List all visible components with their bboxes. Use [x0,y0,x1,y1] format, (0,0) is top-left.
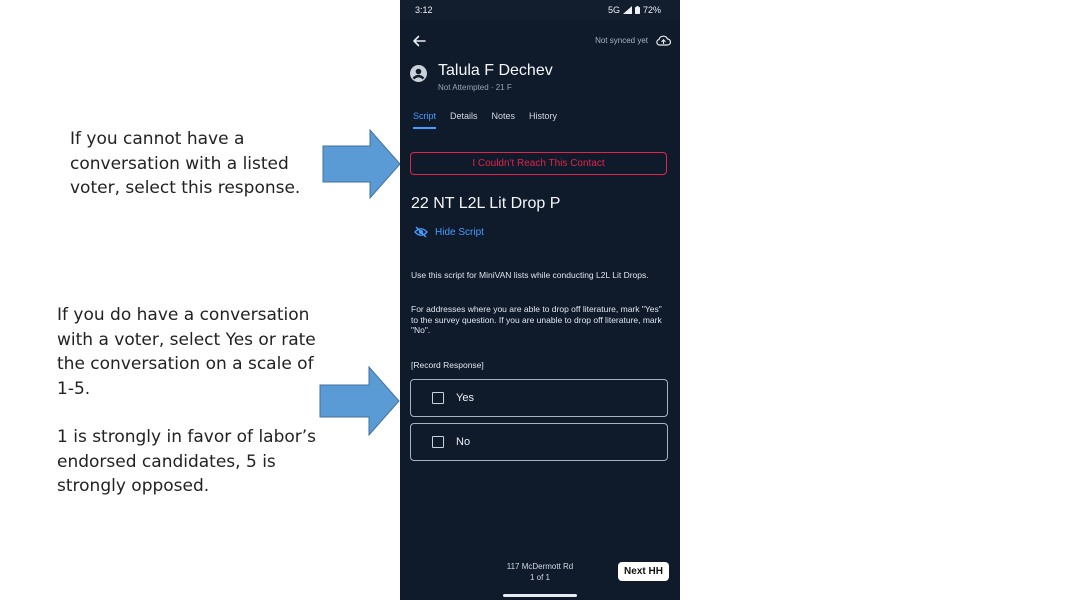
contact-name: Talula F Dechev [438,62,553,79]
pointer-arrow-icon [319,366,401,436]
annotation-conversation [57,303,319,499]
annotation-cant-reach [70,127,310,201]
network-label: 5G [607,5,620,15]
status-bar [400,0,680,20]
script-text-intro: Use this script for MiniVAN lists while conducting L2L Lit Drops. [411,270,649,280]
sync-status-text: Not synced yet [595,36,648,45]
option-label: Yes [456,392,474,404]
tab-history[interactable]: History [529,111,558,121]
cloud-upload-icon[interactable] [656,35,671,46]
script-text-instructions: For addresses where you are able to drop off literature, mark "Yes" to the survey question. If you are unable to drop off literature, mark "No". [411,304,662,335]
tab-bar [413,111,571,129]
annotation-text: If you cannot have a conversation with a listed voter, select this response. [70,129,301,198]
tab-notes[interactable]: Notes [491,111,516,121]
eye-off-icon [414,226,428,238]
person-avatar-icon [410,65,427,82]
checkbox[interactable] [432,392,444,404]
couldnt-reach-button[interactable]: I Couldn't Reach This Contact [410,152,667,175]
script-title: 22 NT L2L Lit Drop P [411,195,561,212]
response-option-no[interactable] [410,423,668,461]
battery-icon [635,6,640,14]
pointer-arrow-icon [322,129,402,199]
annotation-text: 1 is strongly in favor of labor’s endorsed candidates, 5 is strongly opposed. [57,427,317,496]
household-address [490,561,590,583]
status-indicators [608,5,661,15]
option-label: No [456,436,471,448]
address-text: 117 McDermott Rd [506,562,574,571]
sync-status[interactable] [595,35,671,46]
next-household-button[interactable]: Next HH [618,562,669,581]
hide-script-button[interactable] [414,226,484,238]
status-time: 3:12 [415,5,433,15]
contact-subtitle: Not Attempted · 21 F [438,83,512,92]
home-indicator[interactable] [503,594,577,597]
phone-screen [400,0,680,600]
household-count: 1 of 1 [529,573,550,582]
signal-icon [623,6,632,14]
back-arrow-icon[interactable] [411,33,427,49]
annotation-text: If you do have a conversation with a voter, select Yes or rate the conversation on a scale of 1-5. [57,305,316,399]
record-response-label: [Record Response] [411,360,484,370]
hide-script-label: Hide Script [435,226,484,238]
checkbox[interactable] [432,436,444,448]
tab-details[interactable]: Details [450,111,478,121]
battery-level: 72% [642,5,661,15]
tab-script[interactable]: Script [413,111,436,129]
response-option-yes[interactable] [410,379,668,417]
